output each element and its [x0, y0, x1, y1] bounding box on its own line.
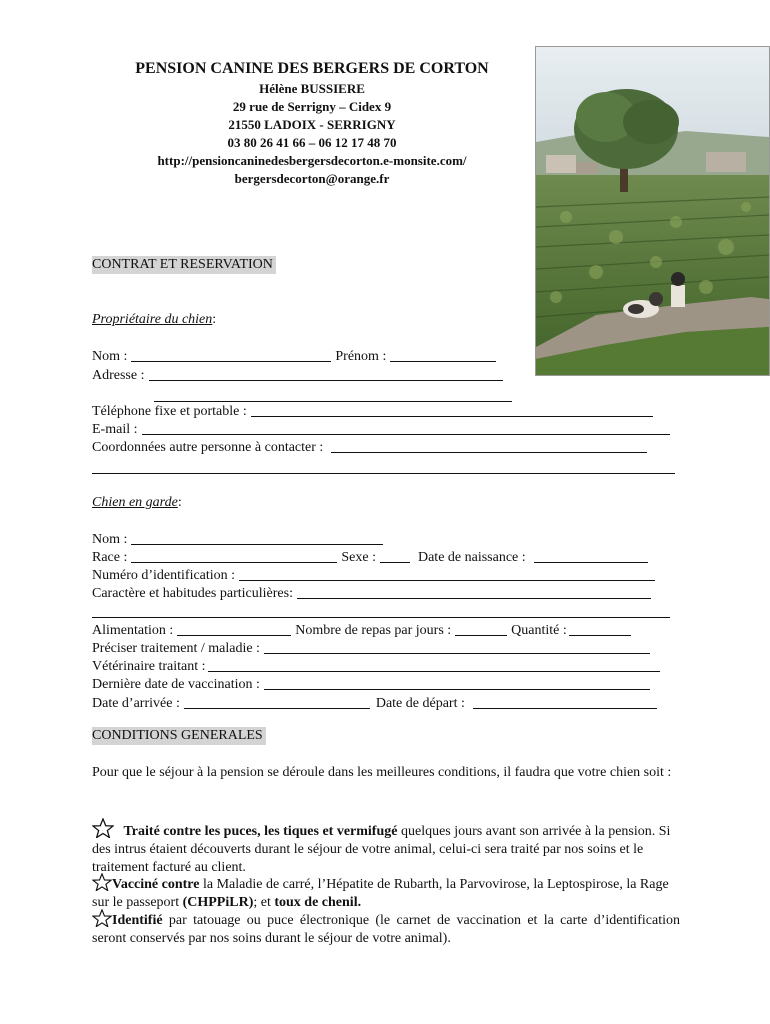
star-icon [92, 909, 112, 927]
owner-email-row [92, 420, 674, 438]
dog-quantity-label: Quantité : [511, 623, 567, 638]
owner-email-label: E-mail : [92, 422, 138, 437]
dog-id-row [92, 566, 659, 584]
dog-quantity-field[interactable] [569, 623, 631, 636]
owner-name: Hélène BUSSIERE [259, 81, 365, 96]
contract-banner: CONTRAT ET RESERVATION [92, 256, 276, 274]
owner-name-row [92, 347, 500, 365]
dog-treatment-row [92, 639, 654, 657]
condition-item-2-kennel: toux de chenil. [274, 895, 362, 910]
dog-arrival-field[interactable] [184, 696, 370, 709]
dog-food-label: Alimentation : [92, 623, 174, 638]
dog-nom-label: Nom : [92, 532, 128, 547]
dog-race-row [92, 548, 652, 566]
dog-heading-text: Chien en garde [92, 495, 178, 510]
dog-name-row [92, 530, 387, 548]
condition-item-3-text: par tatouage ou puce électronique (le carnet de vaccination et la carte d’identification seront conservés par nos soins durant le séjour de votre animal). [92, 913, 680, 946]
owner-phone-field[interactable] [251, 404, 653, 417]
dog-dates-row [92, 694, 661, 712]
dog-character-label: Caractère et habitudes particulières: [92, 586, 293, 601]
vineyard-dogs-photo [535, 46, 770, 376]
header [92, 60, 532, 188]
owner-heading-colon: : [212, 312, 217, 327]
dog-vet-label: Vétérinaire traitant : [92, 659, 206, 674]
condition-item-3-bold: Identifié [112, 913, 163, 928]
phone-numbers: 03 80 26 41 66 – 06 12 17 48 70 [227, 135, 397, 150]
owner-adresse-field[interactable] [149, 368, 503, 381]
owner-prenom-label: Prénom : [335, 349, 387, 364]
dog-nom-field[interactable] [131, 532, 383, 545]
owner-contact-row [92, 438, 651, 456]
condition-item-1-bold: Traité contre les puces, les tiques et vermifugé [123, 824, 398, 839]
dog-vaccination-label: Dernière date de vaccination : [92, 677, 260, 692]
dog-character-field-2[interactable] [92, 617, 670, 618]
dog-naissance-label: Date de naissance : [417, 550, 526, 565]
owner-nom-label: Nom : [92, 349, 128, 364]
owner-heading [92, 310, 216, 328]
star-icon [92, 818, 114, 838]
dog-arrival-label: Date d’arrivée : [92, 696, 180, 711]
condition-item-1-text: quelques jours avant son arrivée à la pension. Si des intrus étaient découverts durant le séjour de votre animal, celui-ci sera traité par nos soins et le traitement facturé au client. [92, 824, 671, 875]
condition-item-3 [92, 909, 680, 948]
dog-treatment-field[interactable] [264, 641, 650, 654]
dog-sexe-field[interactable] [380, 550, 410, 563]
dog-departure-field[interactable] [473, 696, 657, 709]
dog-departure-label: Date de départ : [375, 696, 465, 711]
owner-phone-label: Téléphone fixe et portable : [92, 404, 247, 419]
owner-adresse-label: Adresse : [92, 368, 145, 383]
dog-sexe-label: Sexe : [341, 550, 376, 565]
dog-food-row [92, 621, 635, 639]
dog-id-field[interactable] [239, 568, 655, 581]
dog-heading-colon: : [177, 495, 182, 510]
dog-character-row [92, 584, 655, 602]
star-icon [92, 873, 112, 891]
dog-vaccination-field[interactable] [264, 677, 650, 690]
condition-item-2-mid: ; et [253, 895, 275, 910]
photo-illustration [536, 47, 769, 375]
dog-vet-field[interactable] [208, 659, 660, 672]
dog-vet-row [92, 657, 664, 675]
conditions-intro: Pour que le séjour à la pension se déroule dans les meilleures conditions, il faudra que votre chien soit : [92, 765, 672, 780]
condition-item-2-text: la Maladie de carré, l’Hépatite de Rubarth, la Parvovirose, la Leptospirose, la Rage sur le passeport [92, 877, 669, 910]
dog-meals-label: Nombre de repas par jours : [295, 623, 452, 638]
owner-contact-field-2[interactable] [92, 473, 675, 474]
dog-meals-field[interactable] [455, 623, 507, 636]
dog-food-field[interactable] [177, 623, 291, 636]
dog-id-label: Numéro d’identification : [92, 568, 236, 583]
dog-heading [92, 493, 182, 511]
owner-phone-row [92, 402, 657, 420]
owner-address-row [92, 366, 507, 384]
street-address: 29 rue de Serrigny – Cidex 9 [232, 99, 392, 114]
condition-item-2-bold: Vacciné contre [112, 877, 200, 892]
website-link[interactable]: http://pensioncaninedesbergersdecorton.e-monsite.com/ [157, 153, 467, 168]
conditions-banner: CONDITIONS GENERALES [92, 727, 266, 745]
condition-item-1 [92, 818, 680, 877]
city-address: 21550 LADOIX - SERRIGNY [228, 117, 396, 132]
dog-vaccination-row [92, 675, 654, 693]
owner-contact-field[interactable] [331, 440, 647, 453]
dog-race-label: Race : [92, 550, 128, 565]
owner-prenom-field[interactable] [390, 349, 496, 362]
owner-heading-text: Propriétaire du chien [92, 312, 213, 327]
owner-contact-label: Coordonnées autre personne à contacter : [92, 440, 324, 455]
condition-item-2-code: (CHPPiLR) [182, 895, 254, 910]
condition-item-2 [92, 873, 680, 912]
dog-naissance-field[interactable] [534, 550, 648, 563]
owner-email-field[interactable] [142, 422, 670, 435]
dog-character-field[interactable] [297, 586, 651, 599]
dog-race-field[interactable] [131, 550, 337, 563]
dog-treatment-label: Préciser traitement / maladie : [92, 641, 260, 656]
page-title: PENSION CANINE DES BERGERS DE CORTON [135, 60, 489, 77]
owner-nom-field[interactable] [131, 349, 331, 362]
email-link[interactable]: bergersdecorton@orange.fr [234, 171, 390, 186]
